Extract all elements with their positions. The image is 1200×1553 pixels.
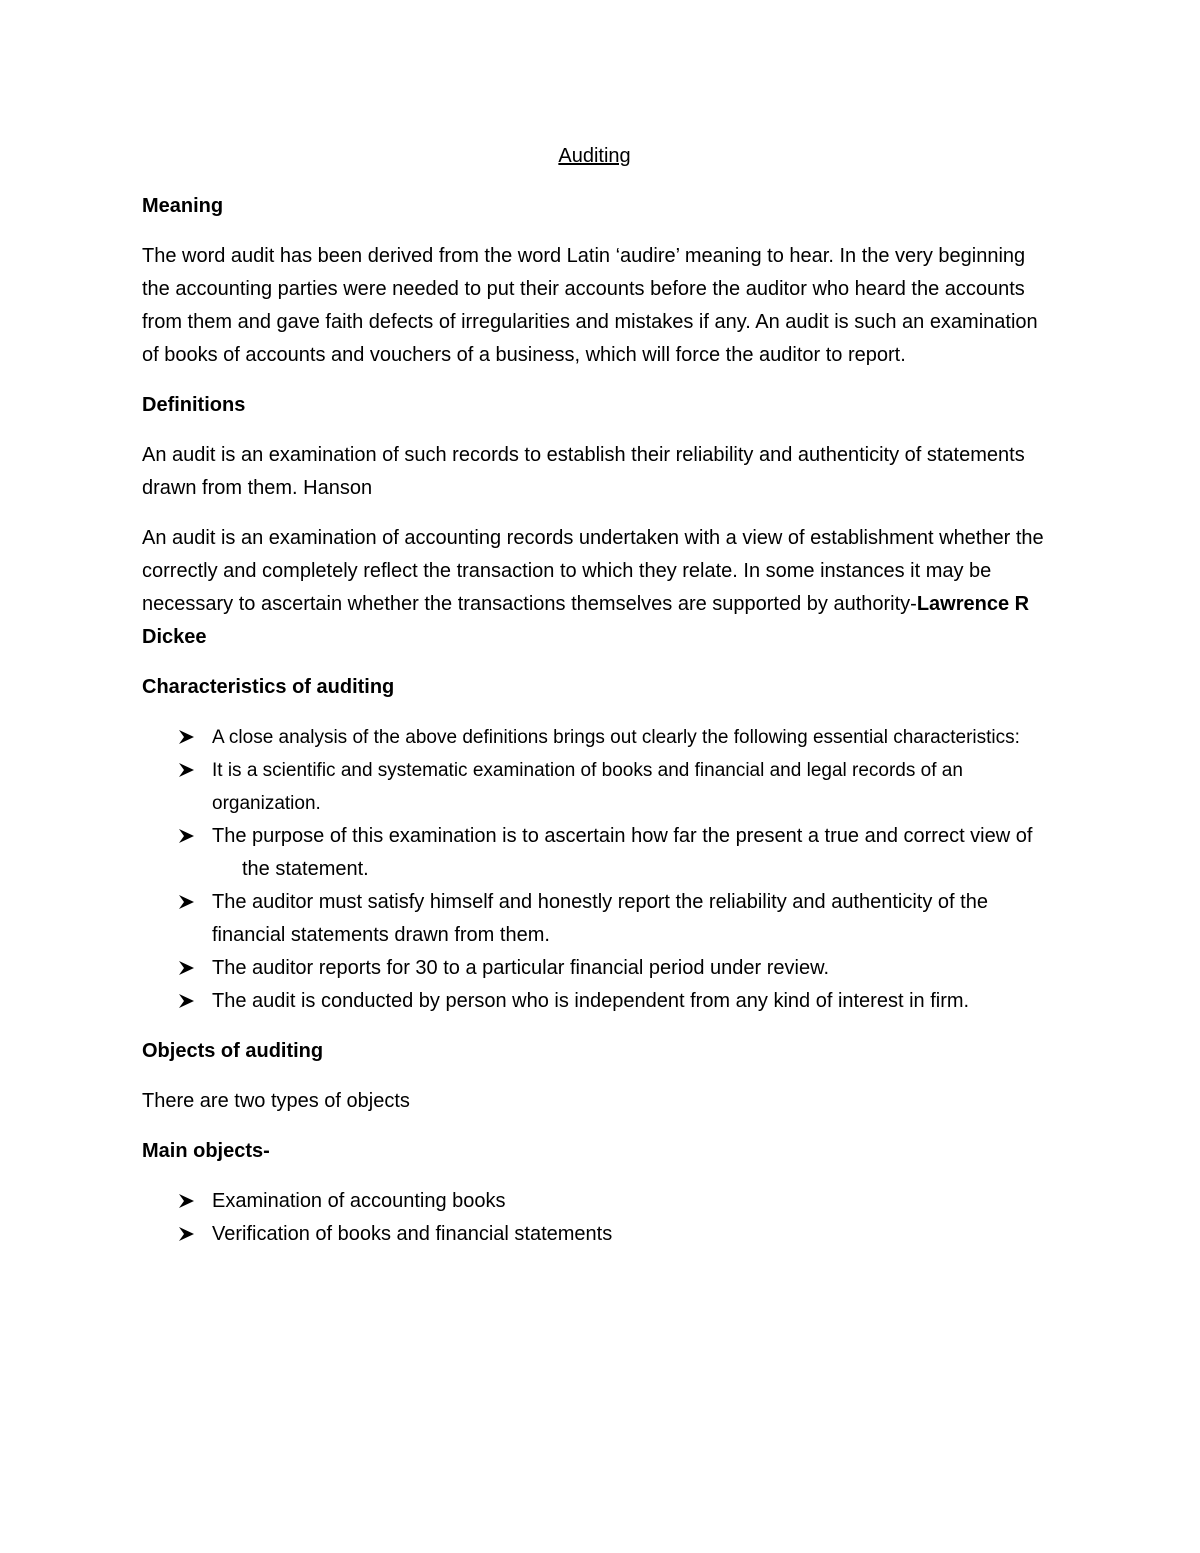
list-item [142, 886, 1047, 952]
main-objects-list [142, 1185, 1047, 1251]
list-item-text: It is a scientific and systematic examination of books and financial and legal records of an organization. [212, 760, 963, 814]
arrowhead-bullet-icon [178, 1185, 198, 1209]
list-item [142, 754, 1047, 820]
list-item [142, 1218, 1047, 1251]
list-item-text: The auditor must satisfy himself and honestly report the reliability and authenticity of the financial statements drawn from them. [212, 891, 988, 946]
list-item-text: The auditor reports for 30 to a particular financial period under review. [212, 957, 830, 979]
meaning-heading: Meaning [142, 195, 224, 217]
list-item-text: Examination of accounting books [212, 1190, 506, 1212]
definition-dickee-text: An audit is an examination of accounting records undertaken with a view of establishment whether the correctly and completely reflect the transaction to which they relate. In some instances it may be necessary to ascertain whether the transactions themselves are supported by authority- [142, 527, 1044, 615]
list-item [142, 820, 1047, 886]
characteristics-heading: Characteristics of auditing [142, 676, 395, 698]
definition-dickee-author: Lawrence R Dickee [142, 593, 1030, 648]
definition-hanson: An audit is an examination of such records to establish their reliability and authenticity of statements drawn from them. Hanson [142, 444, 1025, 499]
meaning-paragraph: The word audit has been derived from the word Latin ‘audire’ meaning to hear. In the very beginning the accounting parties were needed to put their accounts before the auditor who heard the accounts from them and gave faith defects of irregularities and mistakes if any. An audit is such an examination of books of accounts and vouchers of a business, which will force the auditor to report. [142, 245, 1038, 366]
arrowhead-bullet-icon [178, 952, 198, 976]
arrowhead-bullet-icon [178, 886, 198, 910]
objects-heading: Objects of auditing [142, 1040, 324, 1062]
characteristics-list [142, 721, 1047, 1018]
definition-dickee [142, 522, 1047, 654]
list-item [142, 1185, 1047, 1218]
arrowhead-bullet-icon [178, 721, 198, 745]
list-item-text: A close analysis of the above definitions brings out clearly the following essential characteristics: [212, 727, 1020, 748]
document-title: Auditing [558, 145, 631, 167]
list-item-text: The purpose of this examination is to ascertain how far the present a true and correct view of [212, 825, 1033, 847]
arrowhead-bullet-icon [178, 985, 198, 1009]
main-objects-heading: Main objects- [142, 1140, 270, 1162]
arrowhead-bullet-icon [178, 754, 198, 778]
arrowhead-bullet-icon [178, 820, 198, 844]
definitions-heading: Definitions [142, 394, 246, 416]
objects-intro: There are two types of objects [142, 1090, 410, 1112]
list-item [142, 721, 1047, 754]
list-item [142, 985, 1047, 1018]
document-page [142, 140, 1047, 1268]
list-item-text: The audit is conducted by person who is independent from any kind of interest in firm. [212, 990, 970, 1012]
list-item-text: Verification of books and financial statements [212, 1223, 613, 1245]
arrowhead-bullet-icon [178, 1218, 198, 1242]
list-item [142, 952, 1047, 985]
list-item-text-tail: the statement. [242, 858, 369, 880]
